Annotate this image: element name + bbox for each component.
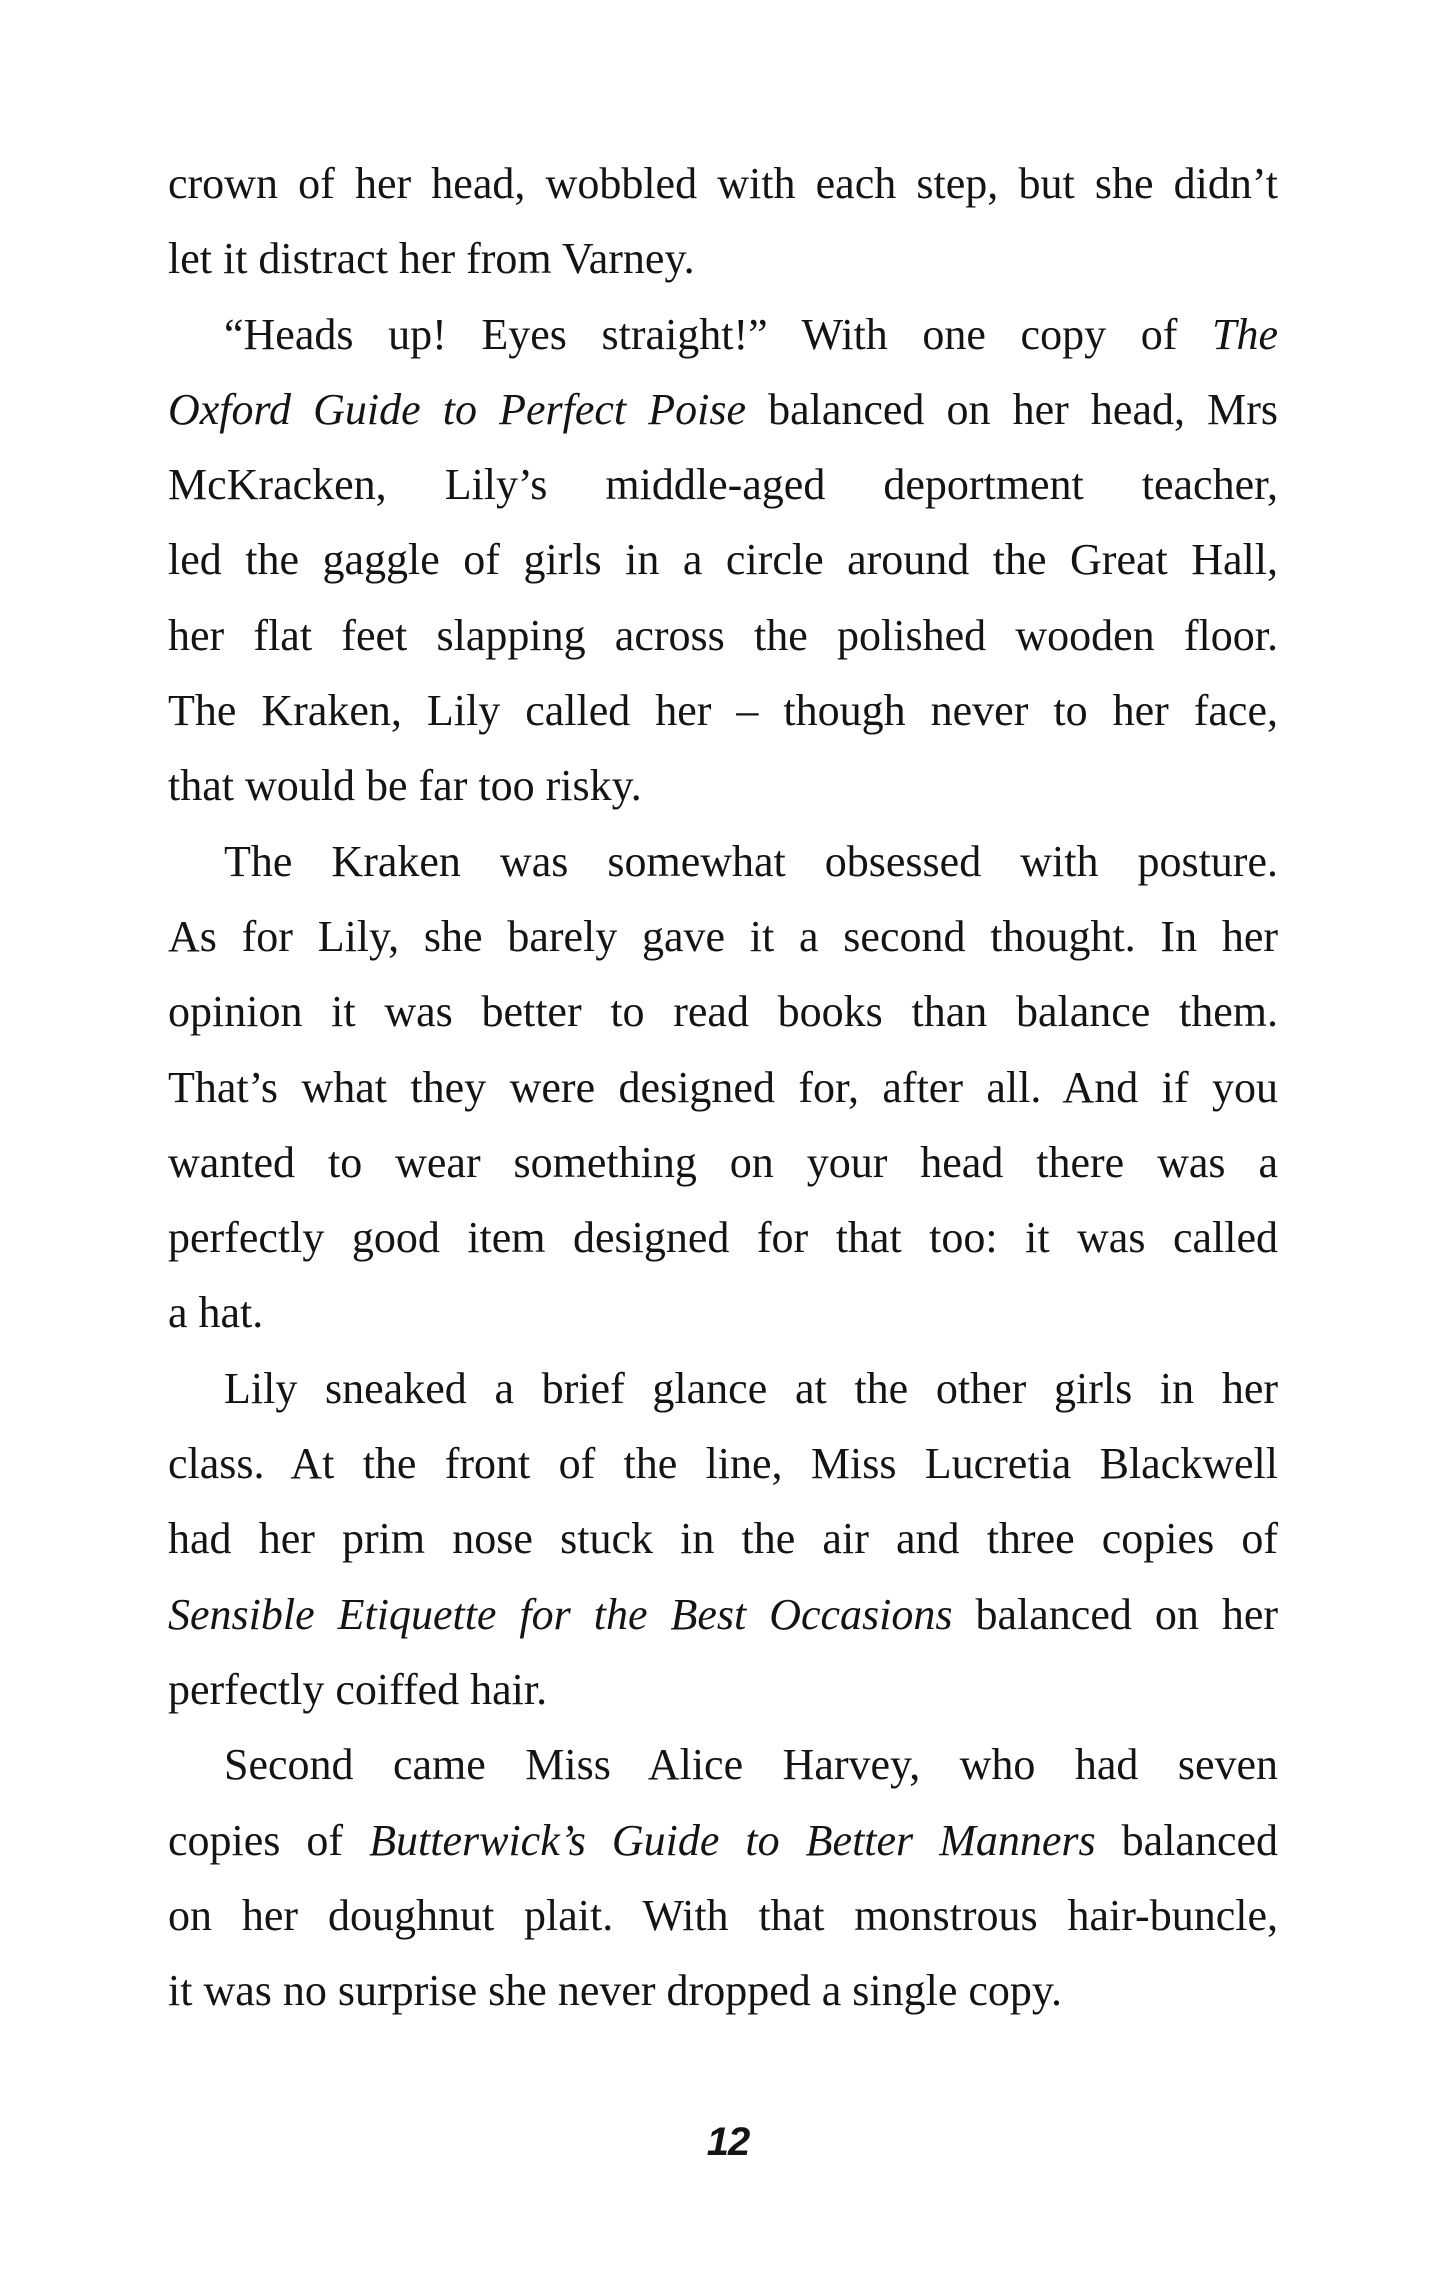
text-line: copies of Butterwick’s Guide to Better Manners balanced	[168, 1815, 1279, 1865]
paragraph	[168, 824, 1278, 1351]
text-line: wanted to wear something on your head there was a	[168, 1137, 1278, 1187]
text-line: perfectly coiffed hair.	[168, 1664, 548, 1714]
text-line: crown of her head, wobbled with each step, but she didn’t	[168, 159, 1278, 208]
text-line: “Heads up! Eyes straight!” With one copy of The	[224, 309, 1278, 359]
text-line: That’s what they were designed for, after all. And if you	[168, 1062, 1278, 1112]
book-title: Oxford Guide to Perfect Poise	[168, 384, 746, 434]
text-line: that would be far too risky.	[168, 761, 642, 811]
text-line: opinion it was better to read books than balance them.	[168, 987, 1278, 1037]
book-title: Sensible Etiquette for the Best Occasions	[168, 1589, 953, 1639]
text-line: class. At the front of the line, Miss Lucretia Blackwell	[168, 1439, 1278, 1489]
paragraph	[168, 297, 1278, 824]
text-line: McKracken, Lily’s middle-aged deportment teacher,	[168, 460, 1278, 510]
text-line: had her prim nose stuck in the air and three copies of	[168, 1514, 1278, 1564]
paragraph	[168, 146, 1278, 297]
text-line: Oxford Guide to Perfect Poise balanced on her head, Mrs	[168, 384, 1278, 434]
book-title: The	[1212, 309, 1278, 359]
text-line: a hat.	[168, 1288, 264, 1338]
text-line: it was no surprise she never dropped a single copy.	[168, 1966, 1063, 2016]
text-line: Second came Miss Alice Harvey, who had seven	[224, 1740, 1278, 1790]
text-line: led the gaggle of girls in a circle around the Great Hall,	[168, 535, 1278, 585]
body-text	[168, 146, 1278, 2028]
paragraph	[168, 1727, 1278, 2028]
text-line: her flat feet slapping across the polished wooden floor.	[168, 610, 1278, 660]
text-line: on her doughnut plait. With that monstrous hair-buncle,	[168, 1890, 1278, 1940]
text-line: let it distract her from Varney.	[168, 234, 695, 284]
text-line: Sensible Etiquette for the Best Occasions balanced on her	[168, 1589, 1278, 1639]
text-line: The Kraken, Lily called her – though never to her face,	[168, 686, 1278, 736]
text-line: The Kraken was somewhat obsessed with posture.	[224, 836, 1278, 886]
text-line: perfectly good item designed for that too: it was called	[168, 1213, 1278, 1263]
paragraph	[168, 1351, 1278, 1727]
page-number: 12	[706, 2120, 750, 2164]
text-line: As for Lily, she barely gave it a second thought. In her	[168, 911, 1278, 961]
text-line: Lily sneaked a brief glance at the other girls in her	[224, 1363, 1278, 1413]
book-title: Butterwick’s Guide to Better Manners	[369, 1815, 1096, 1865]
